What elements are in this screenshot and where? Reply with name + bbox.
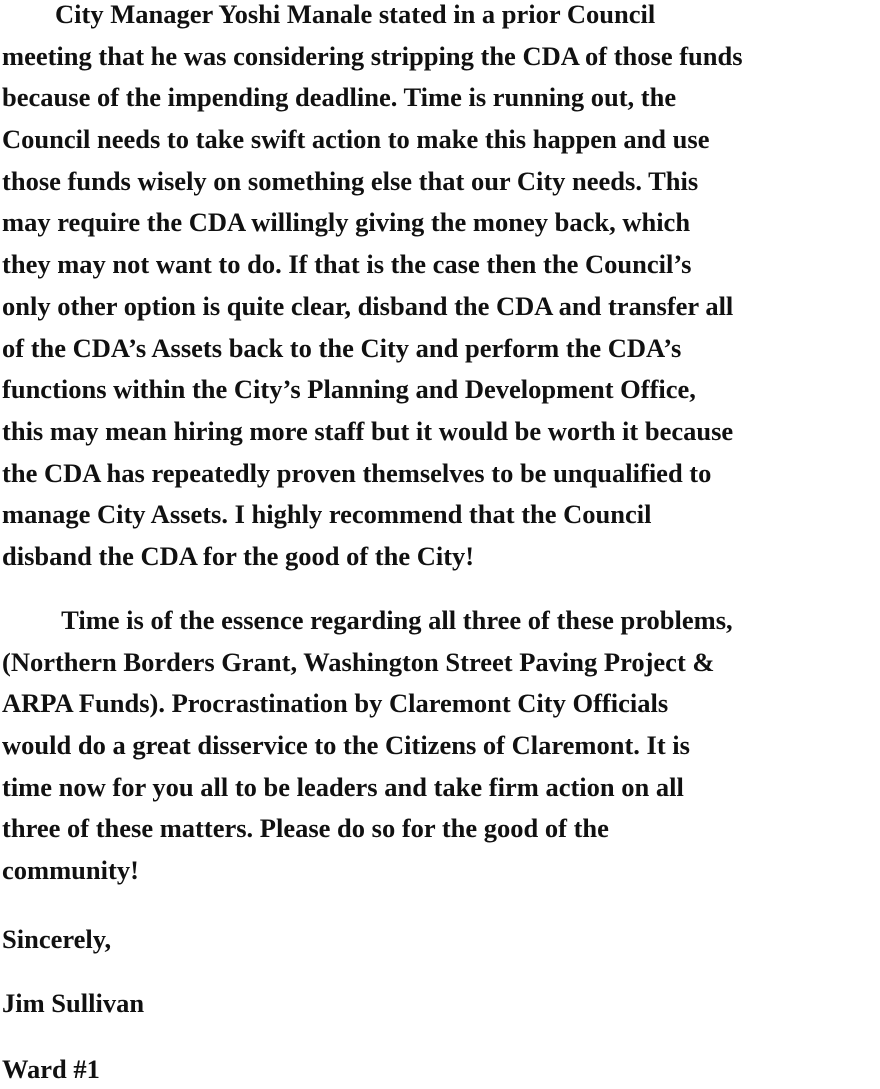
text-line: time now for you all to be leaders and take firm action on all — [2, 771, 684, 802]
signer-ward: Ward #1 — [2, 1054, 100, 1084]
text-line: because of the impending deadline. Time is running out, the — [2, 82, 677, 113]
closing-salutation: Sincerely, — [2, 924, 112, 954]
text-line: only other option is quite clear, disband the CDA and transfer all — [2, 290, 734, 321]
text-line: those funds wisely on something else that our City needs. This — [2, 165, 699, 196]
text-line: (Northern Borders Grant, Washington Street Paving Project & — [2, 646, 715, 677]
text-line: three of these matters. Please do so for the good of the — [2, 813, 609, 844]
text-line: City Manager Yoshi Manale stated in a prior Council — [2, 0, 656, 29]
paragraph-cda-funds — [2, 0, 743, 578]
signer-name: Jim Sullivan — [2, 988, 145, 1018]
text-line: functions within the City’s Planning and Development Office, — [2, 374, 696, 405]
text-line: meeting that he was considering stripping the CDA of those funds — [2, 40, 743, 71]
text-line: may require the CDA willingly giving the money back, which — [2, 207, 691, 238]
text-line: of the CDA’s Assets back to the City and perform the CDA’s — [2, 332, 682, 363]
text-line: ARPA Funds). Procrastination by Claremont City Officials — [2, 688, 669, 719]
text-line: Council needs to take swift action to make this happen and use — [2, 124, 710, 155]
text-line: the CDA has repeatedly proven themselves to be unqualified to — [2, 457, 712, 488]
text-line: Time is of the essence regarding all three of these problems, — [2, 605, 733, 635]
text-line: community! — [2, 855, 139, 886]
text-line: this may mean hiring more staff but it would be worth it because — [2, 415, 734, 446]
text-line: they may not want to do. If that is the case then the Council’s — [2, 249, 692, 280]
text-line: manage City Assets. I highly recommend that the Council — [2, 499, 652, 530]
text-line: disband the CDA for the good of the City! — [2, 540, 475, 571]
paragraph-time-essence — [2, 600, 733, 892]
text-line: would do a great disservice to the Citizens of Claremont. It is — [2, 730, 690, 761]
